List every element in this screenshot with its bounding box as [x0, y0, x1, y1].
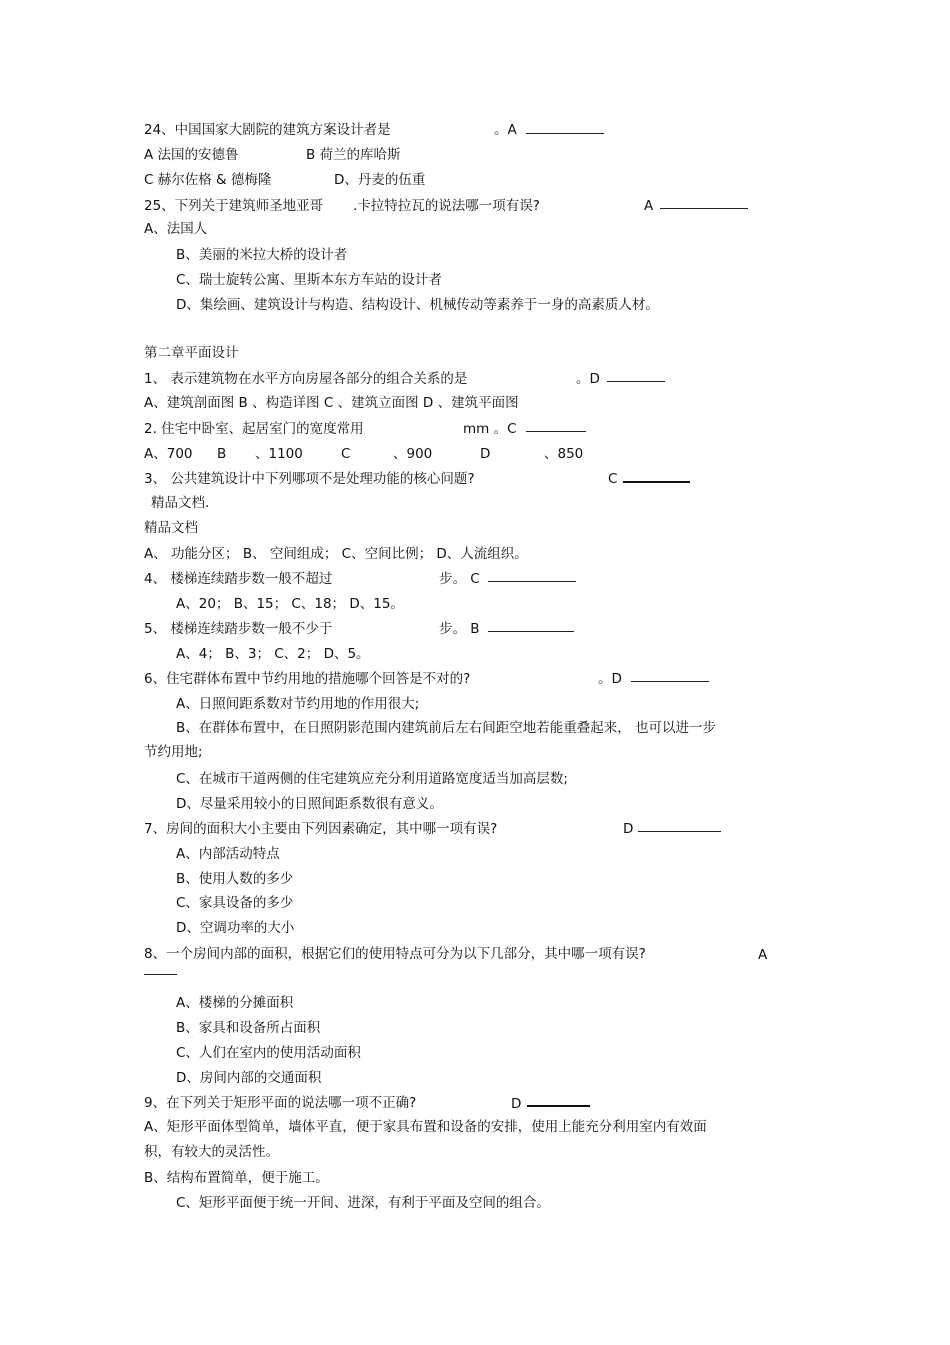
option-a: A、日照间距系数对节约用地的作用很大;	[176, 696, 420, 712]
watermark-text: 精品文档	[144, 520, 198, 536]
answer-5: 步。 B	[439, 621, 480, 637]
options-3: A、 功能分区； B、 空间组成； C、空间比例； D、人流组织。	[144, 546, 528, 562]
option-a: A、楼梯的分摊面积	[176, 995, 294, 1011]
option-c-value: 、900	[393, 446, 433, 462]
option-b: B、家具和设备所占面积	[176, 1020, 321, 1036]
answer-blank	[623, 481, 690, 483]
option-c: C、矩形平面便于统一开间、进深，有利于平面及空间的组合。	[176, 1195, 550, 1211]
answer-8: A	[758, 947, 768, 963]
option-c: C、在城市干道两侧的住宅建筑应充分利用道路宽度适当加高层数;	[176, 771, 568, 787]
question-9: 9、在下列关于矩形平面的说法哪一项不正确?	[144, 1095, 417, 1111]
options-4: A、20； B、15； C、18； D、15。	[176, 596, 404, 612]
question-25: 25、下列关于建筑师圣地亚哥	[144, 198, 324, 214]
option-b: B 荷兰的库哈斯	[306, 147, 401, 163]
options-5: A、4； B、3； C、2； D、5。	[176, 646, 370, 662]
answer-blank	[607, 381, 665, 382]
answer-25: A	[644, 198, 654, 214]
option-d: D、尽量采用较小的日照间距系数很有意义。	[176, 796, 443, 812]
question-4: 4、 楼梯连续踏步数一般不超过	[144, 571, 333, 587]
option-d-letter: D	[480, 446, 491, 462]
option-d: D、丹麦的伍重	[334, 172, 426, 188]
option-b-cont: 节约用地;	[144, 744, 203, 760]
option-a: A、内部活动特点	[176, 846, 280, 862]
question-2: 2. 住宅中卧室、起居室门的宽度常用	[144, 421, 364, 437]
answer-blank	[660, 208, 748, 209]
option-d: D、集绘画、建筑设计与构造、结构设计、机械传动等素养于一身的高素质人材。	[176, 297, 659, 313]
question-5: 5、 楼梯连续踏步数一般不少于	[144, 621, 333, 637]
option-b: B、使用人数的多少	[176, 871, 294, 887]
option-c: C、人们在室内的使用活动面积	[176, 1045, 361, 1061]
answer-4: 步。 C	[439, 571, 480, 587]
answer-blank	[631, 681, 709, 682]
option-c-letter: C	[341, 446, 351, 462]
option-b: B、美丽的米拉大桥的设计者	[176, 247, 348, 263]
option-c: C 赫尔佐格 & 德梅隆	[144, 172, 272, 188]
answer-blank	[638, 831, 721, 832]
answer-blank	[527, 1105, 590, 1107]
question-24: 24、中国国家大剧院的建筑方案设计者是	[144, 122, 391, 138]
option-d: D、空调功率的大小	[176, 920, 295, 936]
watermark-text: 精品文档.	[151, 495, 210, 511]
answer-2: mm 。C	[463, 421, 517, 437]
answer-7: D	[623, 821, 634, 837]
question-6: 6、住宅群体布置中节约用地的措施哪个回答是不对的?	[144, 671, 471, 687]
question-1: 1、 表示建筑物在水平方向房屋各部分的组合关系的是	[144, 371, 468, 387]
answer-blank	[526, 133, 604, 134]
answer-1: 。D	[576, 371, 600, 387]
answer-blank	[144, 974, 177, 975]
answer-3: C	[608, 471, 618, 487]
option-a: A、700	[144, 446, 193, 462]
answer-6: 。D	[598, 671, 622, 687]
option-a: A 法国的安德鲁	[144, 147, 239, 163]
answer-24: 。A	[494, 122, 517, 138]
question-8: 8、一个房间内部的面积，根据它们的使用特点可分为以下几部分，其中哪一项有误?	[144, 946, 646, 962]
option-b-value: 、1100	[255, 446, 303, 462]
options-1: A、建筑剖面图 B 、构造详图 C 、建筑立面图 D 、建筑平面图	[144, 395, 519, 411]
option-d: D、房间内部的交通面积	[176, 1070, 322, 1086]
question-7: 7、房间的面积大小主要由下列因素确定，其中哪一项有误?	[144, 821, 498, 837]
option-b: B、结构布置简单，便于施工。	[144, 1170, 329, 1186]
option-c: C、家具设备的多少	[176, 895, 294, 911]
answer-9: D	[511, 1096, 522, 1112]
option-a-cont: 积，有较大的灵活性。	[144, 1144, 279, 1160]
option-d-value: 、850	[544, 446, 584, 462]
question-25-cont: .卡拉特拉瓦的说法哪一项有误?	[353, 198, 540, 214]
option-a: A、法国人	[144, 221, 208, 237]
chapter-heading: 第二章平面设计	[144, 345, 239, 361]
answer-blank	[488, 631, 574, 632]
option-a: A、矩形平面体型简单，墙体平直，便于家具布置和设备的安排，使用上能充分利用室内有效面	[144, 1119, 707, 1135]
answer-blank	[526, 431, 586, 432]
answer-blank	[488, 581, 576, 582]
question-3: 3、 公共建筑设计中下列哪项不是处理功能的核心问题?	[144, 471, 475, 487]
option-c: C、瑞士旋转公寓、里斯本东方车站的设计者	[176, 272, 442, 288]
option-b: B、在群体布置中，在日照阴影范围内建筑前后左右间距空地若能重叠起来， 也可以进一步	[176, 720, 717, 736]
option-b-letter: B	[217, 446, 227, 462]
